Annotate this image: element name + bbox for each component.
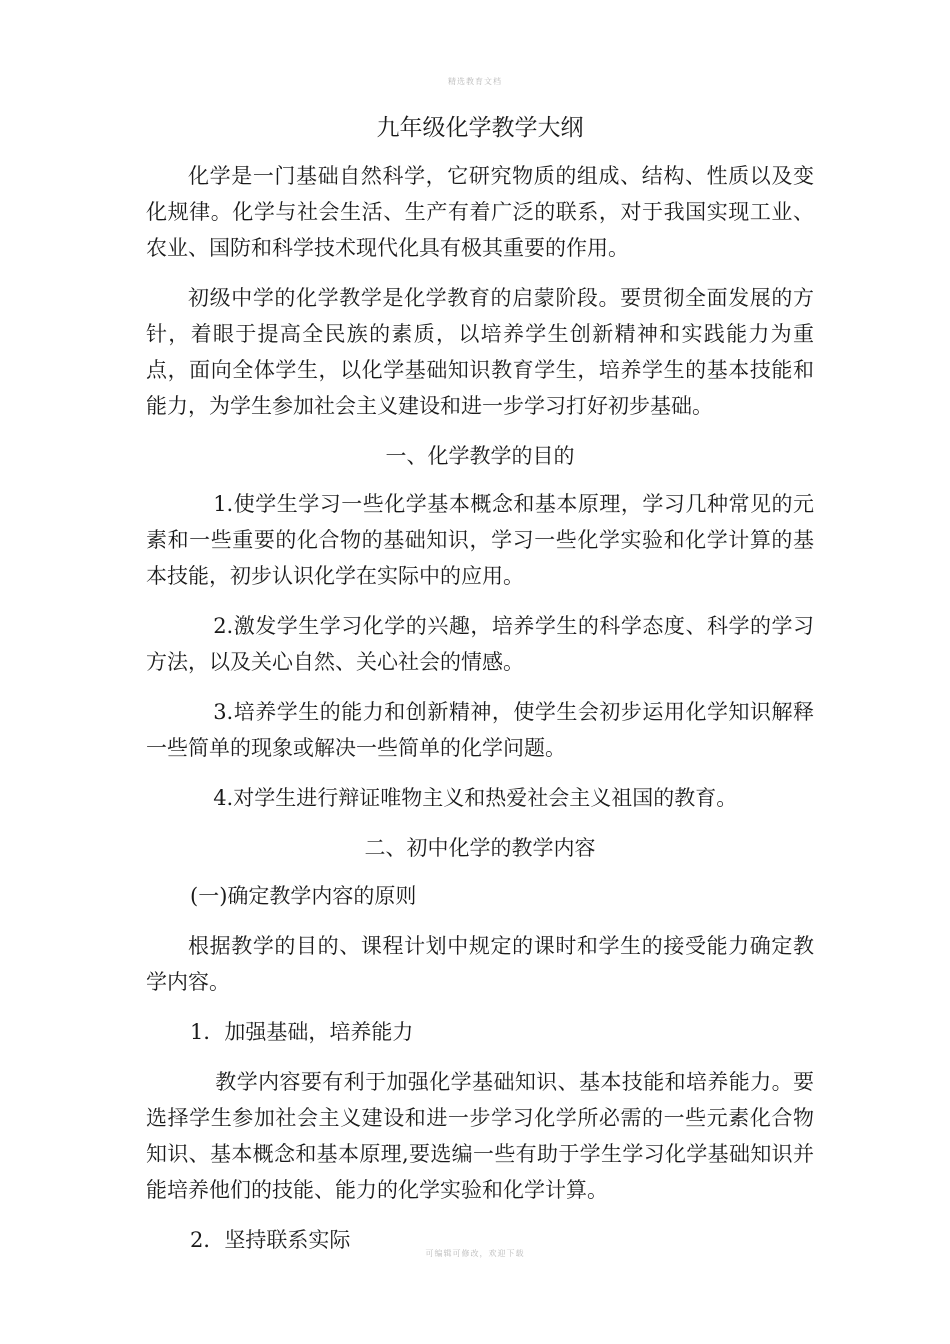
purpose-item-4: 4.对学生进行辩证唯物主义和热爱社会主义祖国的教育。 [213,786,738,810]
principles-paragraph: 根据教学的目的、课程计划中规定的课时和学生的接受能力确定教学内容。 [146,934,814,994]
intro-paragraph-1: 化学是一门基础自然科学，它研究物质的组成、结构、性质以及变化规律。化学与社会生活、生产有着广泛的联系，对于我国实现工业、农业、国防和科学技术现代化具有极其重要的作用。 [146,164,814,260]
point-heading-basics: 1．加强基础，培养能力 [190,1020,414,1044]
intro-paragraph-2: 初级中学的化学教学是化学教育的启蒙阶段。要贯彻全面发展的方针，着眼于提高全民族的素质，以培养学生创新精神和实践能力为重点，面向全体学生，以化学基础知识教育学生，培养学生的基本技能和能力，为学生参加社会主义建设和进一步学习打好初步基础。 [146,286,814,418]
point-heading-practice: 2．坚持联系实际 [190,1228,351,1252]
section-heading-content: 二、初中化学的教学内容 [364,836,596,860]
document-page [146,108,814,1258]
section-heading-purpose: 一、化学教学的目的 [385,444,575,468]
purpose-item-1: 1.使学生学习一些化学基本概念和基本原理，学习几种常见的元素和一些重要的化合物的基础知识，学习一些化学实验和化学计算的基本技能，初步认识化学在实际中的应用。 [146,492,814,588]
subsection-heading-principles: (一)确定教学内容的原则 [190,884,417,908]
purpose-item-3: 3.培养学生的能力和创新精神，使学生会初步运用化学知识解释一些简单的现象或解决一些简单的化学问题。 [146,700,814,760]
header-watermark: 精选教育文档 [448,77,502,86]
basics-paragraph: 教学内容要有利于加强化学基础知识、基本技能和培养能力。要选择学生参加社会主义建设和进一步学习化学所必需的一些元素化合物知识、基本概念和基本原理,要选编一些有助于学生学习化学基础知识并能培养他们的技能、能力的化学实验和化学计算。 [146,1070,814,1202]
document-title: 九年级化学教学大纲 [376,115,584,141]
footer-watermark: 可编辑可修改，欢迎下载 [425,1249,525,1258]
purpose-item-2: 2.激发学生学习化学的兴趣，培养学生的科学态度、科学的学习方法，以及关心自然、关心社会的情感。 [146,614,814,674]
